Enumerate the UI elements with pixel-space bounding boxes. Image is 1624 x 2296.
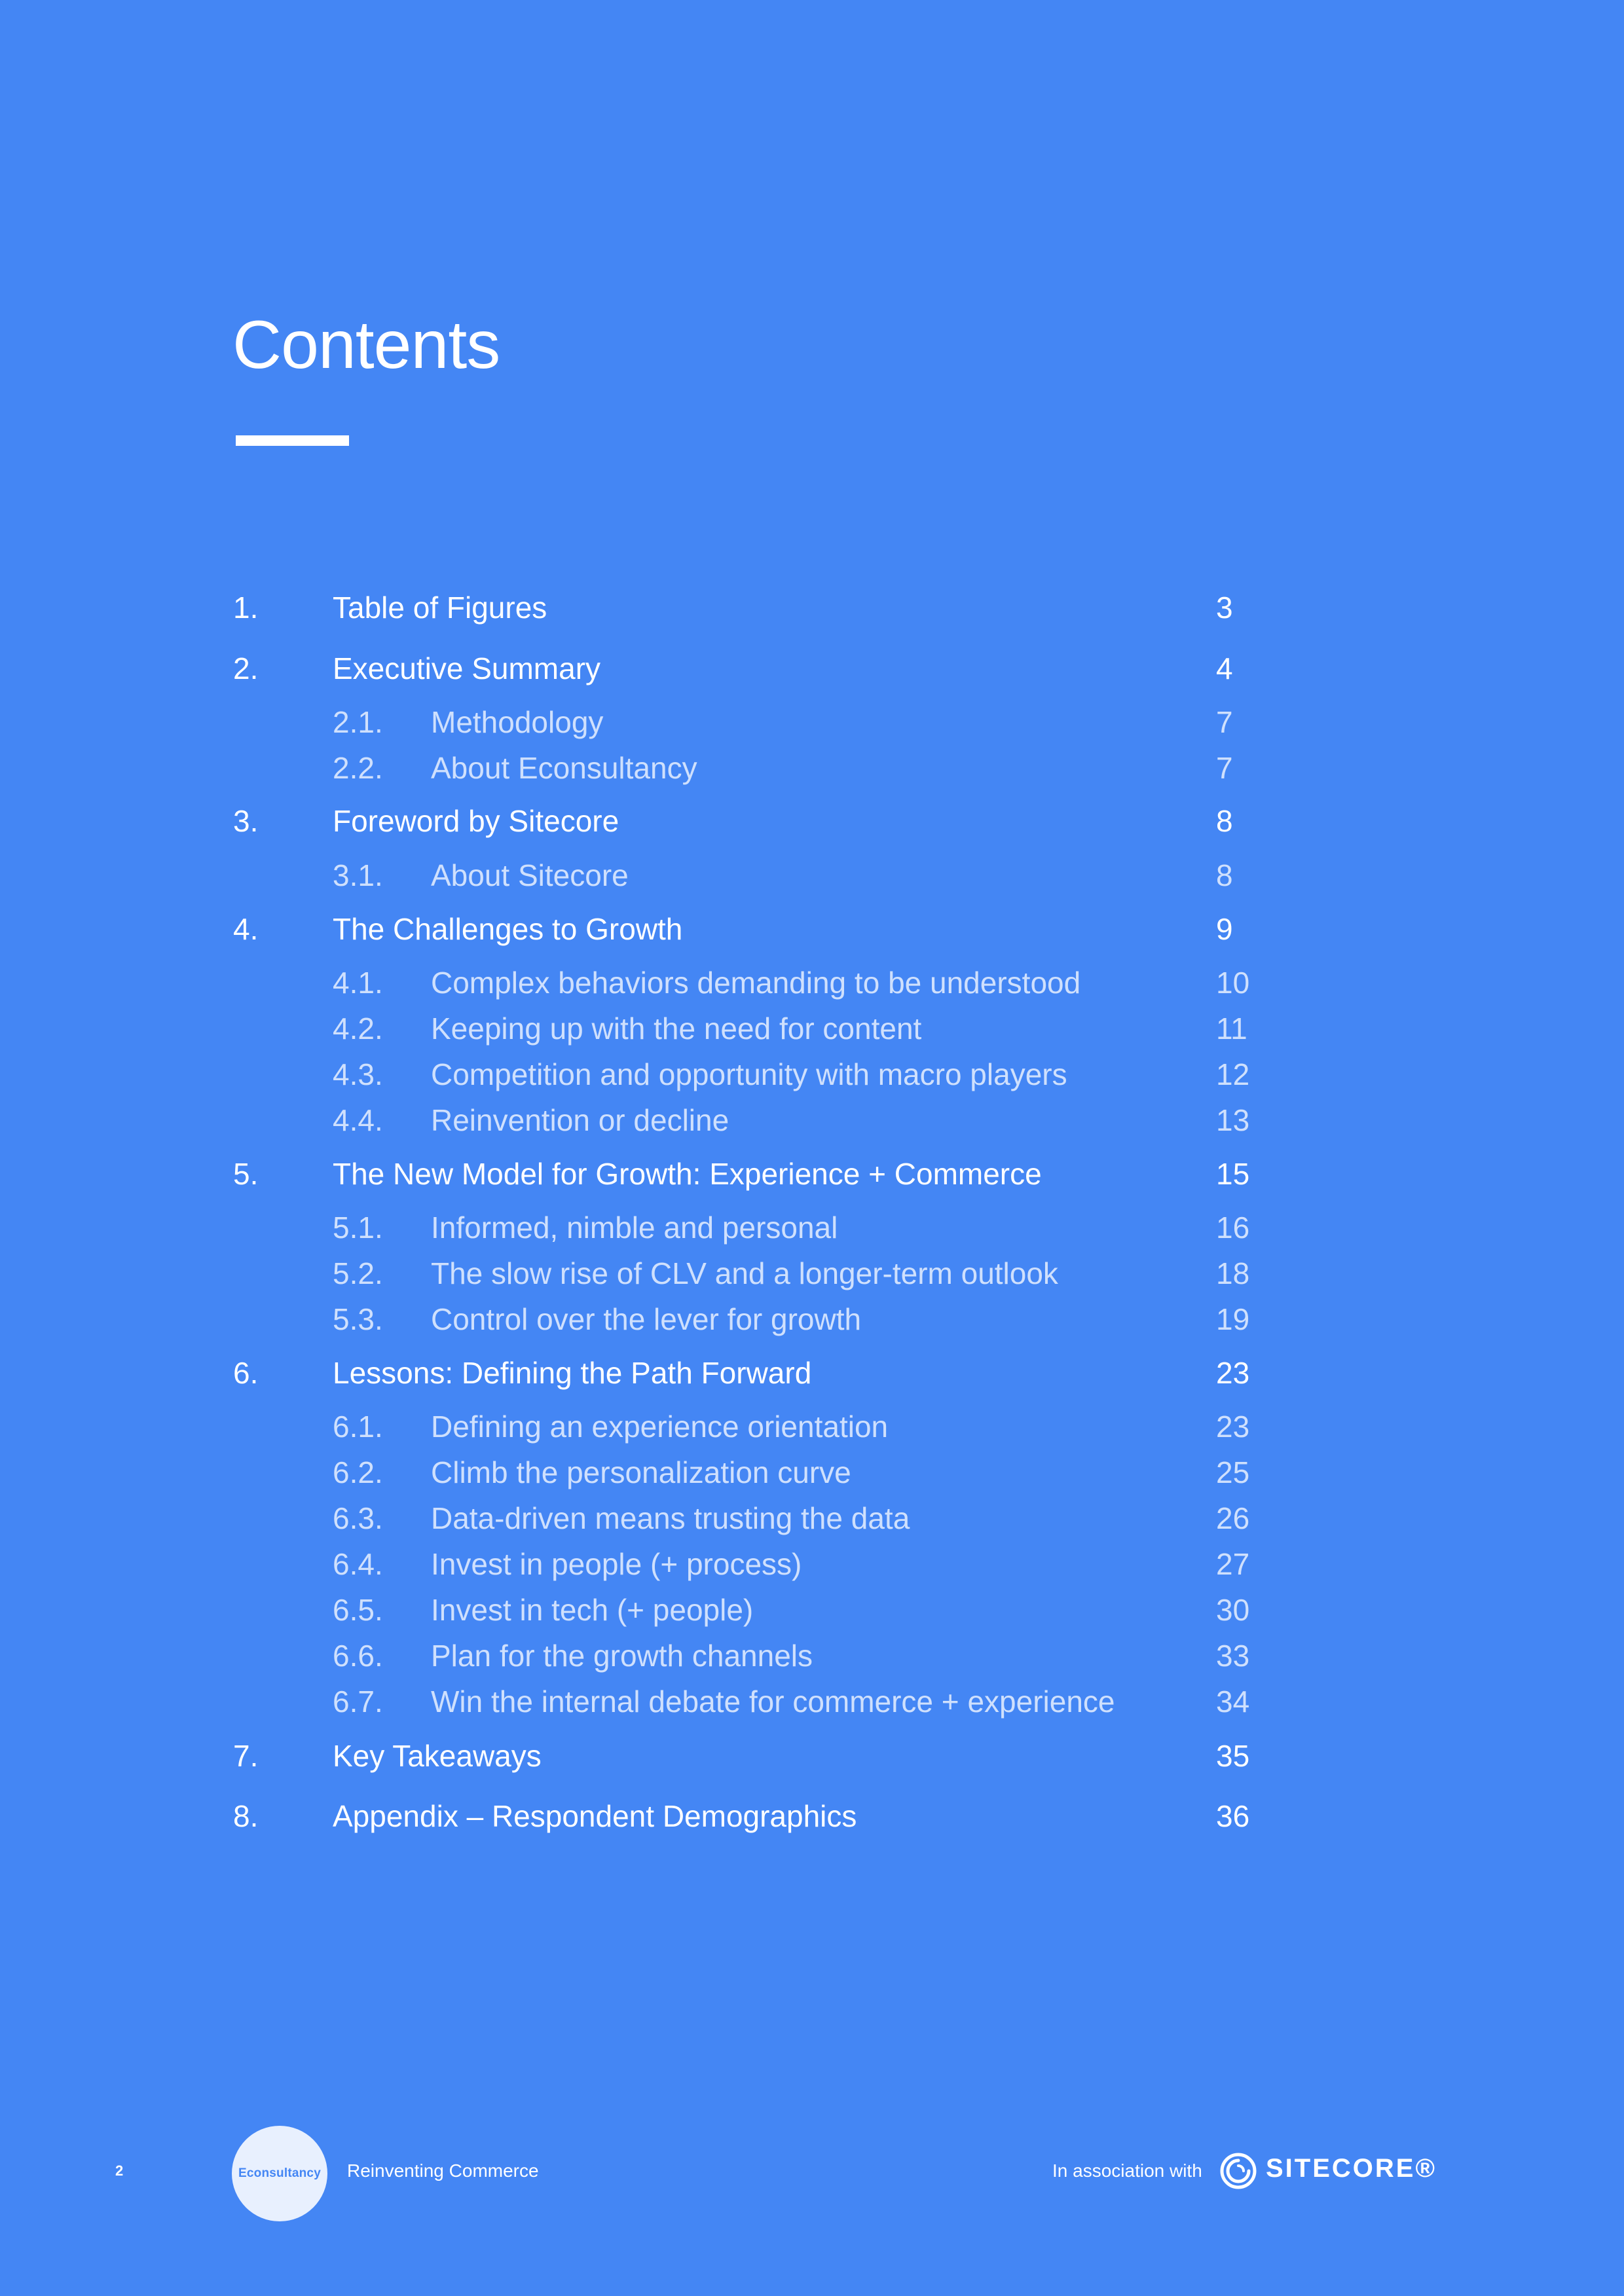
toc-subentry-page: 12	[1216, 1057, 1250, 1091]
toc-subentry-label: About Sitecore	[431, 858, 629, 892]
toc-subentry-page: 27	[1216, 1547, 1250, 1581]
toc-subentry-growth-channels[interactable]	[0, 1635, 1624, 1677]
toc-entry-number: 4.	[233, 912, 259, 946]
toc-subentry-number: 6.2.	[333, 1455, 383, 1489]
toc-subentry-number: 4.1.	[333, 966, 383, 1000]
toc-subentry-personalization-curve[interactable]	[0, 1451, 1624, 1493]
footer-report-title: Reinventing Commerce	[347, 2160, 539, 2181]
toc-subentry-about-sitecore[interactable]	[0, 854, 1624, 896]
toc-subentry-number: 5.3.	[333, 1302, 383, 1336]
toc-subentry-number: 6.7.	[333, 1685, 383, 1719]
toc-subentry-label: Data-driven means trusting the data	[431, 1501, 910, 1535]
toc-subentry-number: 6.3.	[333, 1501, 383, 1535]
toc-entry-label: Key Takeaways	[333, 1739, 542, 1773]
toc-subentry-page: 7	[1216, 705, 1233, 739]
toc-entry-number: 3.	[233, 804, 259, 838]
toc-entry-page: 23	[1216, 1356, 1250, 1390]
toc-subentry-label: Complex behaviors demanding to be understood	[431, 966, 1081, 1000]
toc-subentry-label: Invest in tech (+ people)	[431, 1593, 754, 1627]
toc-subentry-number: 3.1.	[333, 858, 383, 892]
toc-subentry-about-econsultancy[interactable]	[0, 747, 1624, 789]
toc-subentry-label: Climb the personalization curve	[431, 1455, 851, 1489]
toc-subentry-page: 11	[1216, 1011, 1247, 1046]
toc-entry-number: 2.	[233, 651, 259, 685]
toc-subentry-complex-behaviors[interactable]	[0, 962, 1624, 1004]
toc-subentry-label: Plan for the growth channels	[431, 1639, 813, 1673]
toc-entry-foreword-by-sitecore[interactable]	[0, 800, 1624, 842]
toc-subentry-reinvention-or-decline[interactable]	[0, 1099, 1624, 1141]
toc-subentry-label: The slow rise of CLV and a longer-term outlook	[431, 1256, 1058, 1290]
toc-subentry-number: 6.1.	[333, 1410, 383, 1444]
toc-subentry-control-over-lever[interactable]	[0, 1298, 1624, 1340]
toc-entry-label: The Challenges to Growth	[333, 912, 683, 946]
sitecore-wordmark: SITECORE®	[1266, 2154, 1437, 2183]
toc-subentry-page: 26	[1216, 1501, 1250, 1535]
toc-entry-page: 36	[1216, 1799, 1250, 1833]
toc-subentry-page: 7	[1216, 751, 1233, 785]
toc-entry-label: Foreword by Sitecore	[333, 804, 619, 838]
toc-entry-page: 3	[1216, 591, 1233, 625]
toc-subentry-experience-orientation[interactable]	[0, 1406, 1624, 1448]
toc-entry-executive-summary[interactable]	[0, 647, 1624, 689]
toc-subentry-page: 23	[1216, 1410, 1250, 1444]
page-title: Contents	[232, 307, 500, 383]
toc-subentry-trusting-the-data[interactable]	[0, 1497, 1624, 1539]
toc-subentry-page: 16	[1216, 1211, 1250, 1245]
toc-entry-key-takeaways[interactable]	[0, 1735, 1624, 1777]
toc-entry-lessons-path-forward[interactable]	[0, 1352, 1624, 1394]
toc-subentry-number: 4.3.	[333, 1057, 383, 1091]
toc-subentry-label: Invest in people (+ process)	[431, 1547, 802, 1581]
econsultancy-logo	[232, 2126, 327, 2221]
toc-entry-page: 4	[1216, 651, 1233, 685]
toc-subentry-internal-debate[interactable]	[0, 1681, 1624, 1722]
sitecore-logo-icon	[1220, 2153, 1257, 2189]
toc-subentry-label: Reinvention or decline	[431, 1103, 729, 1137]
toc-entry-challenges-to-growth[interactable]	[0, 908, 1624, 950]
toc-subentry-number: 5.1.	[333, 1211, 383, 1245]
toc-subentry-informed-nimble-personal[interactable]	[0, 1207, 1624, 1248]
toc-subentry-page: 19	[1216, 1302, 1250, 1336]
toc-subentry-methodology[interactable]	[0, 701, 1624, 743]
toc-entry-page: 8	[1216, 804, 1233, 838]
toc-subentry-label: Control over the lever for growth	[431, 1302, 862, 1336]
toc-subentry-invest-in-people[interactable]	[0, 1543, 1624, 1585]
toc-entry-label: Lessons: Defining the Path Forward	[333, 1356, 812, 1390]
toc-entry-appendix-demographics[interactable]	[0, 1795, 1624, 1837]
toc-subentry-label: About Econsultancy	[431, 751, 697, 785]
toc-entry-page: 9	[1216, 912, 1233, 946]
toc-subentry-number: 4.2.	[333, 1011, 383, 1046]
toc-subentry-number: 2.2.	[333, 751, 383, 785]
toc-subentry-page: 34	[1216, 1685, 1250, 1719]
toc-subentry-keeping-up-content[interactable]	[0, 1008, 1624, 1049]
toc-subentry-page: 18	[1216, 1256, 1250, 1290]
toc-subentry-competition-macro-players[interactable]	[0, 1053, 1624, 1095]
toc-subentry-page: 33	[1216, 1639, 1250, 1673]
toc-subentry-page: 8	[1216, 858, 1233, 892]
toc-entry-label: Table of Figures	[333, 591, 547, 625]
toc-entry-label: Executive Summary	[333, 651, 601, 685]
toc-subentry-label: Competition and opportunity with macro players	[431, 1057, 1067, 1091]
toc-subentry-number: 6.6.	[333, 1639, 383, 1673]
toc-subentry-number: 6.5.	[333, 1593, 383, 1627]
toc-entry-number: 6.	[233, 1356, 259, 1390]
toc-entry-page: 35	[1216, 1739, 1250, 1773]
toc-subentry-label: Methodology	[431, 705, 604, 739]
toc-subentry-invest-in-tech[interactable]	[0, 1589, 1624, 1631]
econsultancy-logo-text: Econsultancy	[238, 2166, 321, 2180]
toc-subentry-number: 6.4.	[333, 1547, 383, 1581]
toc-entry-number: 5.	[233, 1157, 259, 1191]
toc-subentry-label: Win the internal debate for commerce + experience	[431, 1685, 1115, 1719]
toc-subentry-label: Defining an experience orientation	[431, 1410, 889, 1444]
toc-subentry-page: 30	[1216, 1593, 1250, 1627]
footer-page-number: 2	[115, 2162, 124, 2179]
toc-entry-table-of-figures[interactable]	[0, 587, 1624, 629]
toc-entry-number: 7.	[233, 1739, 259, 1773]
toc-entry-label: Appendix – Respondent Demographics	[333, 1799, 857, 1833]
toc-subentry-page: 10	[1216, 966, 1250, 1000]
toc-subentry-label: Informed, nimble and personal	[431, 1211, 838, 1245]
toc-subentry-label: Keeping up with the need for content	[431, 1011, 922, 1046]
toc-subentry-number: 5.2.	[333, 1256, 383, 1290]
toc-entry-new-model-for-growth[interactable]	[0, 1153, 1624, 1195]
toc-entry-number: 8.	[233, 1799, 259, 1833]
toc-subentry-number: 2.1.	[333, 705, 383, 739]
toc-subentry-number: 4.4.	[333, 1103, 383, 1137]
toc-subentry-page: 13	[1216, 1103, 1250, 1137]
toc-entry-number: 1.	[233, 591, 259, 625]
footer-association-text: In association with	[1052, 2160, 1202, 2181]
toc-subentry-slow-rise-of-clv[interactable]	[0, 1252, 1624, 1294]
toc-subentry-page: 25	[1216, 1455, 1250, 1489]
toc-entry-page: 15	[1216, 1157, 1250, 1191]
toc-entry-label: The New Model for Growth: Experience + Commerce	[333, 1157, 1042, 1191]
